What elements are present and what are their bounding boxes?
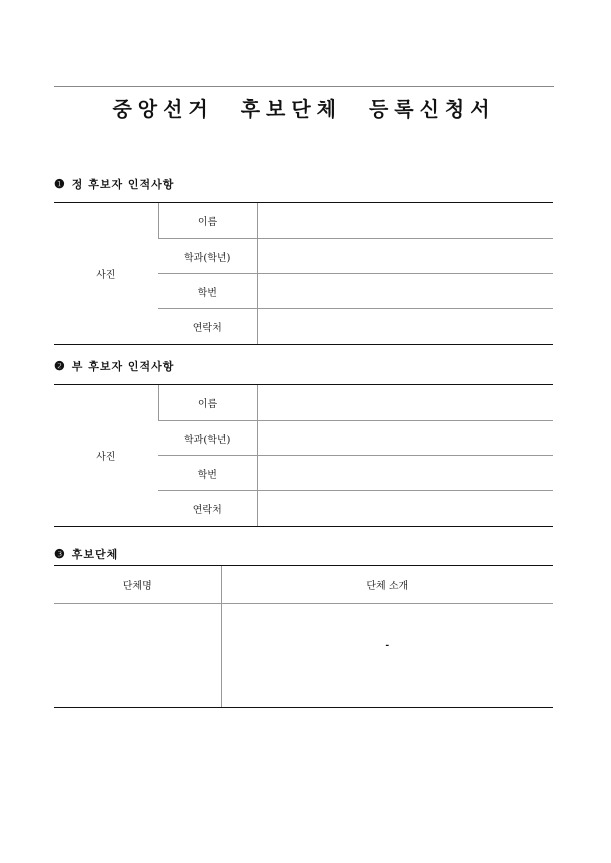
field-label-department: 학과(학년) <box>158 421 257 456</box>
field-label-student-id: 학번 <box>158 456 257 491</box>
page-title: 중앙선거 후보단체 등록신청서 <box>112 97 496 121</box>
field-input-department[interactable] <box>257 239 553 274</box>
section-1-number: ❶ <box>54 177 66 191</box>
section-2-heading <box>54 358 174 374</box>
photo-cell[interactable]: 사진 <box>54 385 158 527</box>
field-input-name[interactable] <box>257 203 553 239</box>
field-label-contact: 연락처 <box>158 309 257 345</box>
field-input-student-id[interactable] <box>257 274 553 309</box>
field-label-name: 이름 <box>158 385 257 421</box>
top-rule <box>54 86 554 87</box>
org-name-input[interactable] <box>54 604 221 708</box>
org-name-header: 단체명 <box>54 566 221 604</box>
photo-cell[interactable]: 사진 <box>54 203 158 345</box>
org-table <box>54 565 553 708</box>
section-1-heading-text: 정 후보자 인적사항 <box>71 178 175 191</box>
section-3-number: ❸ <box>54 547 66 561</box>
field-input-name[interactable] <box>257 385 553 421</box>
section-3-heading <box>54 546 118 562</box>
field-label-name: 이름 <box>158 203 257 239</box>
field-label-contact: 연락처 <box>158 491 257 527</box>
org-intro-input[interactable] <box>221 604 553 708</box>
field-label-student-id: 학번 <box>158 274 257 309</box>
section-3-heading-text: 후보단체 <box>71 548 119 561</box>
field-label-department: 학과(학년) <box>158 239 257 274</box>
field-input-contact[interactable] <box>257 309 553 345</box>
section-1-heading <box>54 176 174 192</box>
vice-candidate-table <box>54 384 553 527</box>
org-intro-placeholder: - <box>385 641 390 651</box>
primary-candidate-table <box>54 202 553 345</box>
section-2-heading-text: 부 후보자 인적사항 <box>71 360 175 373</box>
org-intro-header: 단체 소개 <box>221 566 553 604</box>
field-input-student-id[interactable] <box>257 456 553 491</box>
section-2-number: ❷ <box>54 359 66 373</box>
field-input-contact[interactable] <box>257 491 553 527</box>
field-input-department[interactable] <box>257 421 553 456</box>
